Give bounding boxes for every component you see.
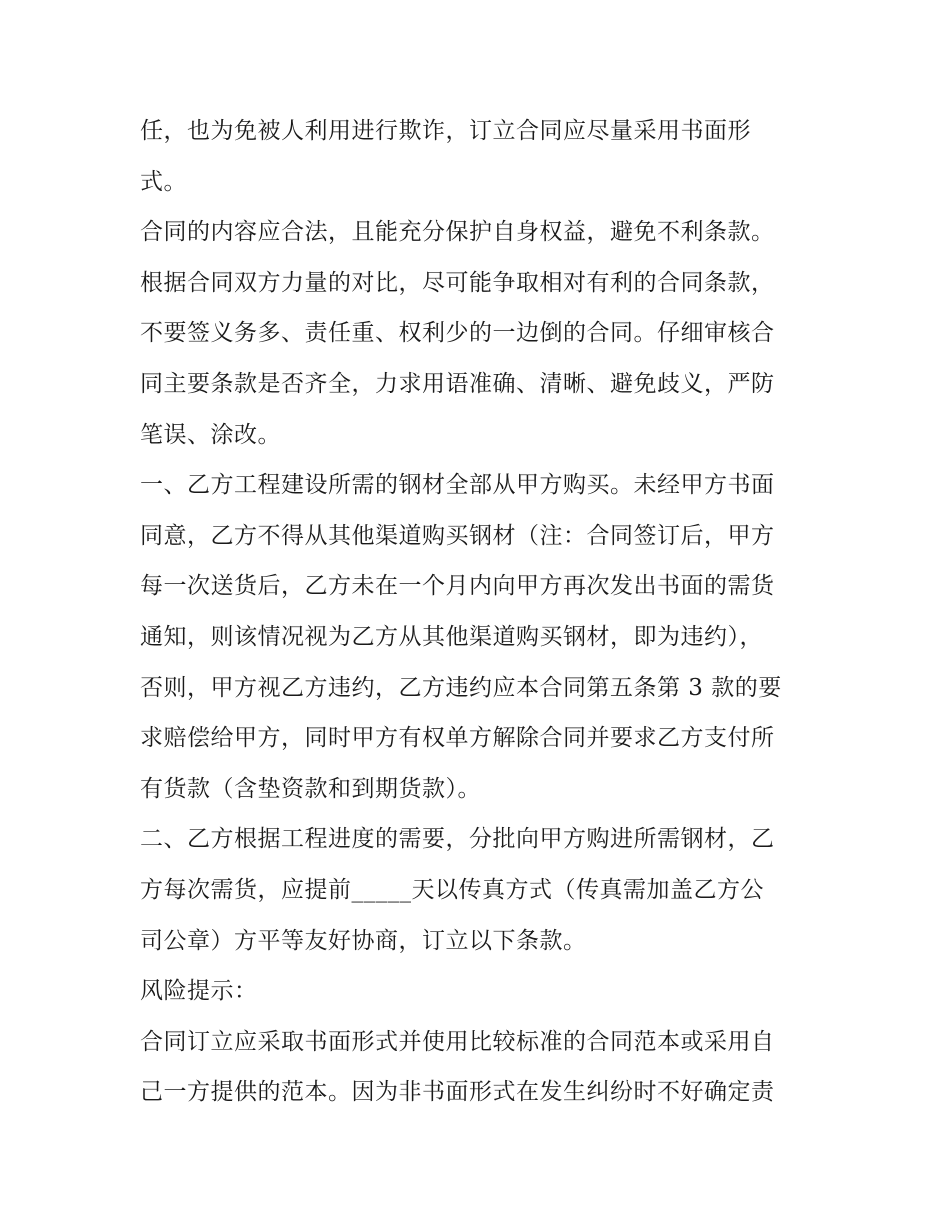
text-line-1: 任，也为免被人利用进行欺诈，订立合同应尽量采用书面形 — [140, 118, 751, 144]
text-line-10: 每一次送货后，乙方未在一个月内向甲方再次发出书面的需货 — [140, 573, 775, 600]
text-line-3: 合同的内容应合法，且能充分保护自身权益，避免不利条款。 — [140, 219, 775, 246]
text-line-12: 否则，甲方视乙方违约，乙方违约应本合同第五条第 3 款的要 — [140, 674, 782, 701]
text-line-6: 同主要条款是否齐全，力求用语准确、清晰、避免歧义，严防 — [140, 370, 775, 397]
text-line-13: 求赔偿给甲方，同时甲方有权单方解除合同并要求乙方支付所 — [140, 725, 775, 752]
document-body — [140, 106, 830, 1118]
text-line-20: 己一方提供的范本。因为非书面形式在发生纠纷时不好确定责 — [140, 1079, 775, 1106]
text-line-8: 一、乙方工程建设所需的钢材全部从甲方购买。未经甲方书面 — [140, 472, 775, 499]
text-line-14: 有货款（含垫资款和到期货款）。 — [140, 775, 481, 802]
text-line-16: 方每次需货，应提前_____天以传真方式（传真需加盖乙方公 — [140, 876, 764, 903]
text-line-15: 二、乙方根据工程进度的需要，分批向甲方购进所需钢材，乙 — [140, 826, 775, 853]
text-line-17: 司公章）方平等友好协商，订立以下条款。 — [140, 927, 587, 954]
text-line-5: 不要签义务多、责任重、权利少的一边倒的合同。仔细审核合 — [140, 320, 775, 347]
text-line-18: 风险提示： — [140, 978, 258, 1005]
text-line-4: 根据合同双方力量的对比，尽可能争取相对有利的合同条款， — [140, 269, 775, 296]
text-line-11: 通知，则该情况视为乙方从其他渠道购买钢材，即为违约）， — [140, 623, 763, 650]
text-line-19: 合同订立应采取书面形式并使用比较标准的合同范本或采用自 — [140, 1028, 775, 1055]
text-line-2: 式。 — [140, 168, 187, 195]
text-line-7: 笔误、涂改。 — [140, 421, 281, 448]
text-line-9: 同意，乙方不得从其他渠道购买钢材（注：合同签订后，甲方 — [140, 522, 775, 549]
